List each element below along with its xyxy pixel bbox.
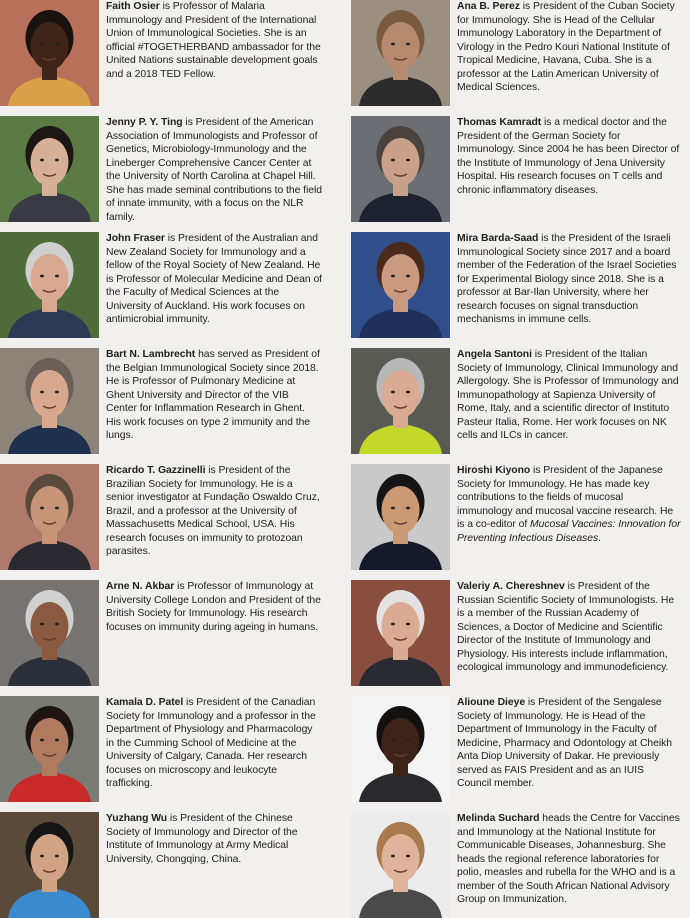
bio-text: Mira Barda-Saad is the President of the Israeli Immunological Society since 2017 and a board member of the Federation of the Israel Societies for Experimental Biology since 2018. She is a professor at Bar-Ilan University, where her research focuses on signal transduction mechanisms in immune cells. xyxy=(457,233,677,325)
portrait-photo xyxy=(351,116,450,222)
bio-text: John Fraser is President of the Australian and New Zealand Society for Immunology and a fellow of the Royal Society of New Zealand. He is Professor of Molecular Medicine and Dean of the Faculty of Medical Sciences at the University of Auckland. His work focuses on antimicrobial immunity. xyxy=(106,233,323,325)
portrait-photo xyxy=(0,116,99,222)
bio-text: Alioune Dieye is President of the Sengalese Society of Immunology. He is Head of the Department of Immunology in the Faculty of Medicine, Pharmacy and Odontology at Cheikh Anta Diop University of Dakar. He previously served as FAIS President and as an IUIS Council member. xyxy=(457,697,673,789)
portrait-illustration xyxy=(351,116,450,222)
bio-text: Yuzhang Wu is President of the Chinese Society of Immunology and Director of the Institute of Immunology at Army Medical University, Chongqing, China. xyxy=(106,813,298,865)
bio-text: Jenny P. Y. Ting is President of the American Association of Immunologists and Professor of Genetics, Microbiology-Immunology and the Lineberger Comprehensive Cancer Center at the University of North Carolina at Chapel Hill. She has made seminal contributions to the field of innate immunity, with a focus on the NLR family. xyxy=(106,117,322,223)
person-name: Ana B. Perez xyxy=(457,1,520,12)
portrait-photo xyxy=(0,580,99,686)
person-name: Angela Santoni xyxy=(457,349,532,360)
person-name: Thomas Kamradt xyxy=(457,117,542,128)
bio-text: Faith Osier is Professor of Malaria Immunology and President of the International Union of Immunological Societies. She is an official #TOGETHERBAND ambassador for the United Nations sustainable development goals and a 2018 TED Fellow. xyxy=(106,1,321,80)
portrait-photo xyxy=(351,0,450,106)
person-name: Bart N. Lambrecht xyxy=(106,349,196,360)
portrait-illustration xyxy=(351,812,450,918)
portrait-photo xyxy=(0,348,99,454)
portrait-photo xyxy=(0,464,99,570)
book-title: Mucosal Vaccines: Innovation for Preventing Infectious Diseases xyxy=(457,519,681,544)
portrait-illustration xyxy=(351,348,450,454)
portrait-photo xyxy=(351,812,450,918)
portrait-illustration xyxy=(351,464,450,570)
bio-text: Bart N. Lambrecht has served as President of the Belgian Immunological Society since 2018. He is Professor of Pulmonary Medicine at Ghent University and Director of the VIB Center for Inflammation Research in Ghent. His work focuses on type 2 immunity and the lungs. xyxy=(106,349,320,441)
person-name: Valeriy A. Chereshnev xyxy=(457,581,565,592)
portrait-photo xyxy=(351,696,450,802)
portrait-illustration xyxy=(0,232,99,338)
portrait-photo xyxy=(0,232,99,338)
bio-text: Arne N. Akbar is Professor of Immunology at University College London and President of the British Society for Immunology. His research focuses on immunity during ageing in humans. xyxy=(106,581,321,633)
person-name: Alioune Dieye xyxy=(457,697,526,708)
portrait-illustration xyxy=(351,696,450,802)
person-name: Faith Osier xyxy=(106,1,160,12)
portrait-photo xyxy=(351,232,450,338)
person-name: Hiroshi Kiyono xyxy=(457,465,531,476)
person-name: Melinda Suchard xyxy=(457,813,540,824)
bio-text: Melinda Suchard heads the Centre for Vaccines and Immunology at the National Institute for Communicable Diseases, Johannesburg. She heads the regional reference laboratories for polio, measles and rubella for the WHO and is a member of the South African National Advisory Group on Immunization. xyxy=(457,813,680,905)
portrait-illustration xyxy=(0,464,99,570)
portrait-photo xyxy=(0,812,99,918)
portrait-illustration xyxy=(0,696,99,802)
bio-text: Thomas Kamradt is a medical doctor and the President of the German Society for Immunology. Since 2004 he has been Director of the Institute of Immunology of Jena University Hospital. His research focuses on T cells and chronic inflammatory diseases. xyxy=(457,117,680,196)
portrait-photo xyxy=(351,580,450,686)
person-name: Arne N. Akbar xyxy=(106,581,175,592)
portrait-illustration xyxy=(0,0,99,106)
portrait-photo xyxy=(351,348,450,454)
portrait-photo xyxy=(0,696,99,802)
bio-text: Kamala D. Patel is President of the Canadian Society for Immunology and a professor in the Department of Physiology and Pharmacology in the Cumming School of Medicine at the University of Calgary, Canada. Her research focuses on microscopy and leukocyte trafficking. xyxy=(106,697,316,789)
bio-text: Hiroshi Kiyono is President of the Japanese Society for Immunology. He has made key contributions to the fields of mucosal immunology and mucosal vaccine research. He is a co-editor of Mucosal Vaccines: Innovation for Preventing Infectious Diseases. xyxy=(457,465,681,544)
portrait-photo xyxy=(0,0,99,106)
portrait-illustration xyxy=(0,348,99,454)
portrait-illustration xyxy=(0,580,99,686)
person-name: John Fraser xyxy=(106,233,165,244)
portrait-illustration xyxy=(0,812,99,918)
person-name: Kamala D. Patel xyxy=(106,697,184,708)
person-name: Mira Barda-Saad xyxy=(457,233,539,244)
portrait-illustration xyxy=(351,0,450,106)
bio-text: Angela Santoni is President of the Italian Society of Immunology, Clinical Immunology and Allergology. She is Professor of Immunology and Immunopathology at Sapienza University of Rome, Italy, and a scientific director of Instituto Pasteur Italia, Rome. Her work focuses on NK cells and ILCs in cancer. xyxy=(457,349,679,441)
bio-text: Valeriy A. Chereshnev is President of the Russian Scientific Society of Immunologists. He is a member of the Russian Academy of Sciences, a Doctor of Medicine and Scientific Director of the Institute of Immunology and Physiology. His interests include inflammation, ecological immunology and immunodeficiency. xyxy=(457,581,675,673)
bio-text: Ricardo T. Gazzinelli is President of the Brazilian Society for Immunology. He is a senior investigator at Fundação Oswaldo Cruz, Brazil, and a professor at the University of Massachusetts Medical School, USA. His research focuses on immunity to protozoan parasites. xyxy=(106,465,320,557)
portrait-illustration xyxy=(351,232,450,338)
portrait-photo xyxy=(351,464,450,570)
portrait-illustration xyxy=(351,580,450,686)
bio-text: Ana B. Perez is President of the Cuban Society for Immunology. She is Head of the Cellular Immunology Laboratory in the Department of Virology in the Pedro Kouri National Institute of Tropical Medicine, Havana, Cuba. She is a professor at the Latin American University of Medical Sciences. xyxy=(457,1,675,93)
person-name: Ricardo T. Gazzinelli xyxy=(106,465,206,476)
person-name: Jenny P. Y. Ting xyxy=(106,117,183,128)
portrait-illustration xyxy=(0,116,99,222)
person-name: Yuzhang Wu xyxy=(106,813,168,824)
